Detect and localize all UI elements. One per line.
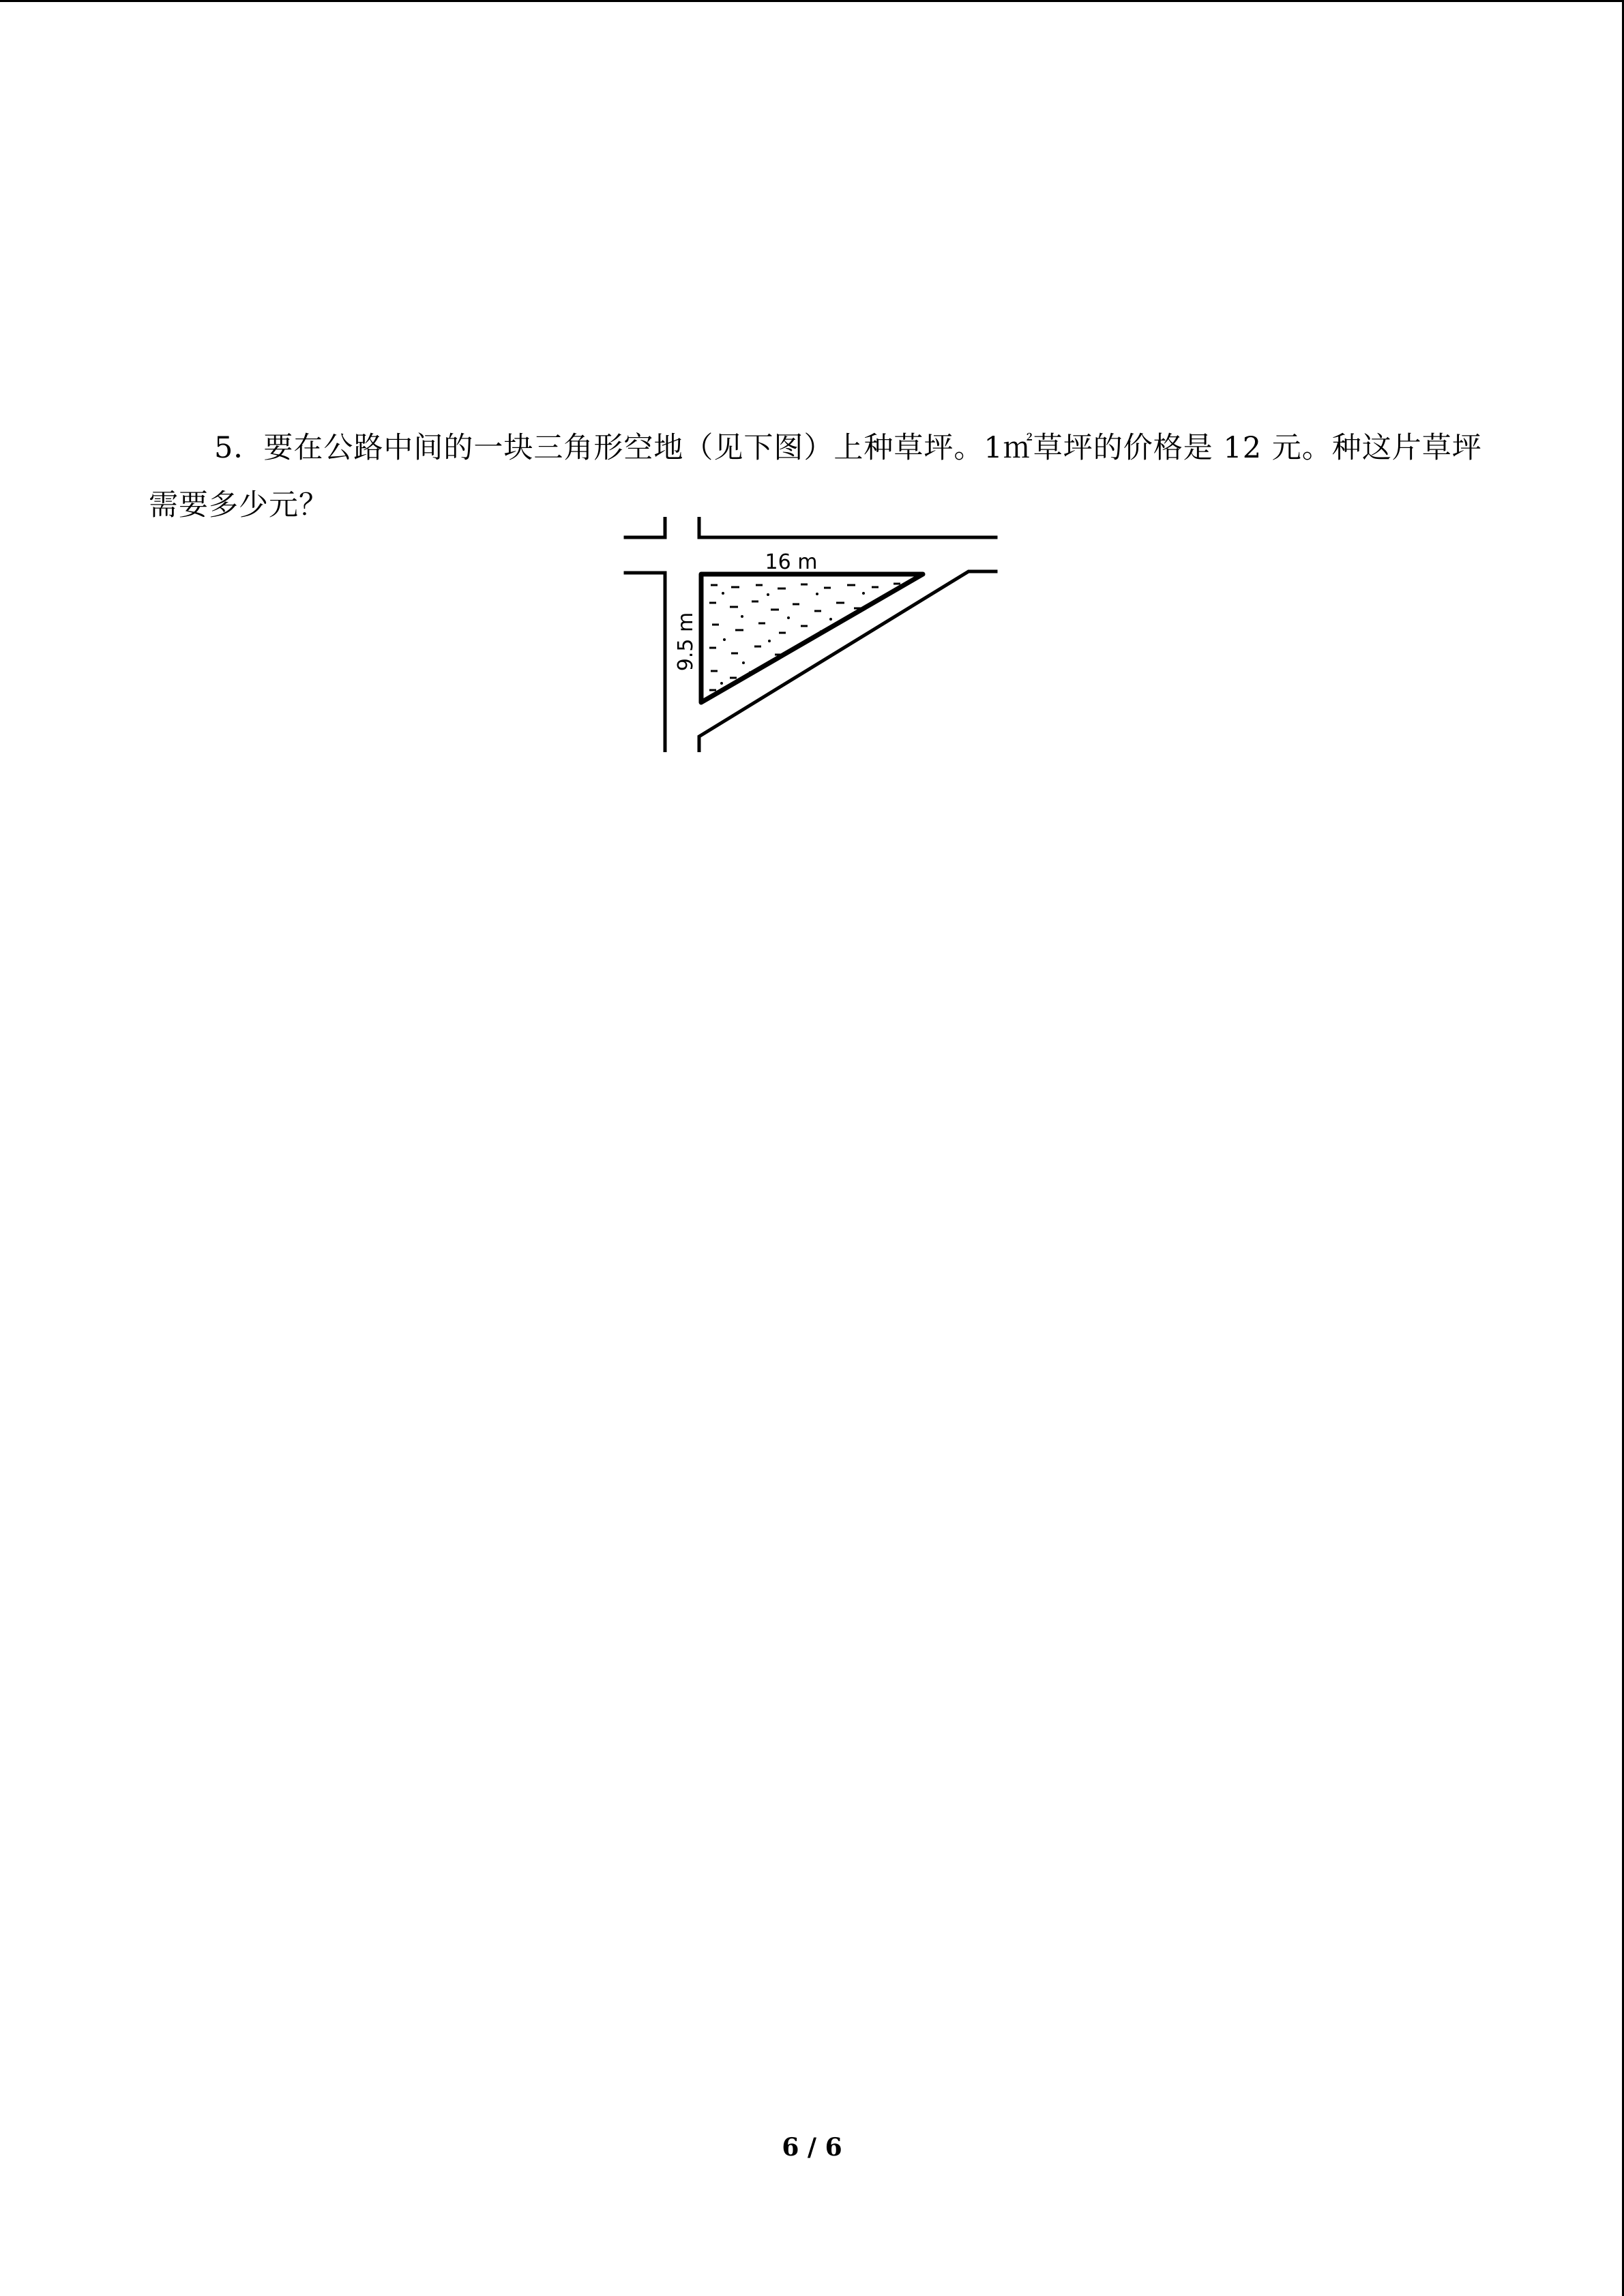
page-border-top bbox=[0, 0, 1624, 2]
page-number: 6 / 6 bbox=[782, 2133, 842, 2162]
top-dimension-label: 16 m bbox=[765, 550, 818, 574]
road-edge-top-right bbox=[699, 518, 996, 537]
question-5-text: 5．要在公路中间的一块三角形空地（见下图）上种草坪。1㎡草坪的价格是 12 元。种这片草坪需要多少元？ bbox=[149, 431, 1482, 522]
road-triangle-diagram bbox=[622, 517, 1004, 752]
triangle-lawn bbox=[701, 574, 923, 702]
side-dimension-label: 9.5 m bbox=[674, 612, 698, 672]
road-edge-top-left bbox=[625, 518, 665, 537]
road-edge-left bbox=[625, 573, 665, 751]
